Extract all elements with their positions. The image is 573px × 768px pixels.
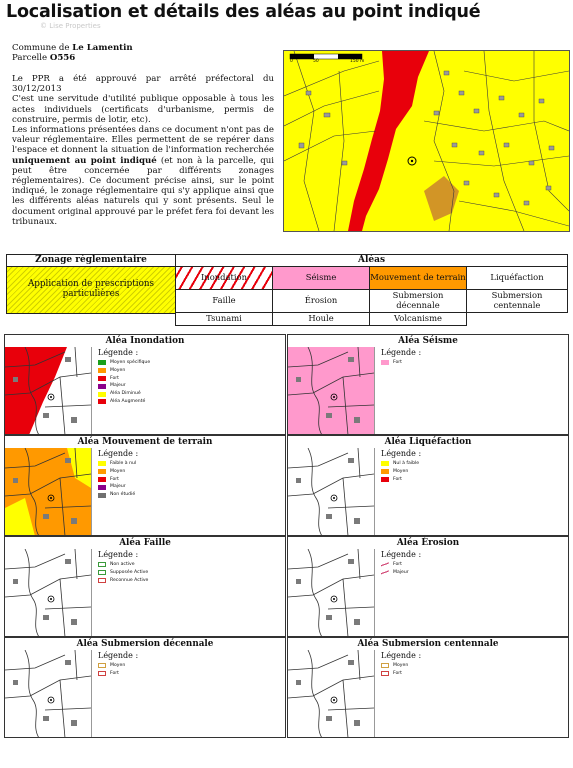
legend-heading: Légende : (381, 348, 422, 357)
scale-mid: 50 (313, 59, 319, 64)
panel-map-seisme[interactable] (288, 347, 375, 435)
commune-line (12, 43, 133, 53)
legend-label: Majeur (110, 383, 126, 389)
parcelle-label: Parcelle (12, 53, 48, 63)
legend-swatch (98, 493, 106, 498)
legend-item (381, 468, 421, 476)
legend (381, 348, 421, 367)
legend-label: Majeur (110, 484, 126, 490)
legend-item (98, 569, 148, 577)
watermark: © Lise Properties (40, 22, 101, 30)
legend (381, 550, 421, 577)
legend-label: Faible à nul (110, 461, 137, 466)
legend-item (381, 460, 421, 468)
alea-erosion: Érosion (272, 289, 370, 313)
legend (98, 550, 148, 584)
parcelle-line (12, 53, 75, 63)
legend-label: Fort (393, 670, 402, 676)
legend-swatch (381, 477, 389, 482)
alea-liquefaction: Liquéfaction (466, 266, 568, 290)
legend-swatch (98, 663, 106, 668)
legend-label: Moyen (110, 663, 126, 668)
legend-swatch (98, 485, 106, 490)
legend-item (381, 359, 421, 367)
legend (98, 449, 138, 499)
legend-item (381, 561, 421, 569)
legend (381, 651, 421, 678)
legend-swatch (98, 368, 106, 373)
legend-swatch (98, 570, 106, 575)
legend-item (98, 577, 148, 585)
panel-seisme (287, 334, 569, 435)
legend-label: Moyen (393, 468, 409, 474)
panel-title: Aléa Séisme (398, 336, 458, 346)
legend-swatch (381, 562, 389, 567)
legend-label: Nul à faible (393, 461, 420, 466)
alea-houle: Houle (272, 312, 370, 326)
legend-item (98, 662, 138, 670)
panel-title: Aléa Submersion décennale (76, 639, 214, 649)
alea-seisme: Séisme (272, 266, 370, 290)
alea-submersion-centennale: Submersion centennale (466, 289, 568, 313)
panel-title: Aléa Mouvement de terrain (77, 437, 213, 447)
parcelle-value: O556 (49, 53, 76, 63)
panel-liquefaction (287, 435, 569, 536)
legend-item (98, 561, 148, 569)
legend-swatch (381, 360, 389, 365)
legend-swatch (98, 360, 106, 365)
legend-swatch (98, 477, 106, 482)
alea-faille: Faille (175, 289, 273, 313)
panel-mouvement-terrain (4, 435, 286, 536)
legend-item (381, 662, 421, 670)
panel-map-inondation[interactable] (5, 347, 92, 435)
legend (98, 651, 138, 678)
legend-swatch (381, 461, 389, 466)
zonage-value: Application de prescriptions particulières (6, 266, 176, 314)
panel-title: Aléa Liquéfaction (384, 437, 472, 447)
commune-value: Le Lamentin (72, 43, 133, 53)
panel-title: Aléa Érosion (396, 538, 460, 548)
legend-label: Reconnue Active (110, 577, 149, 583)
legend-item (98, 398, 150, 406)
panel-submersion-decennale (4, 637, 286, 738)
legend-label: Majeur (393, 569, 409, 575)
legend-item (98, 359, 150, 367)
legend-label: Moyen (393, 663, 409, 668)
legend-swatch (98, 384, 106, 389)
hazard-panels (4, 334, 569, 740)
legend-label: Moyen (110, 468, 126, 474)
alea-inondation: Inondation (175, 266, 273, 290)
panel-title: Aléa Submersion centennale (357, 639, 499, 649)
legend-item (98, 483, 138, 491)
legend-item (98, 468, 138, 476)
alea-volcanisme: Volcanisme (369, 312, 467, 326)
panel-map-liquefaction[interactable] (288, 448, 375, 536)
legend-label: Fort (110, 375, 119, 381)
legend-item (381, 569, 421, 577)
legend-label: Moyen spécifique (110, 360, 151, 365)
legend-swatch (381, 469, 389, 474)
panel-title: Aléa Inondation (105, 336, 185, 346)
legend-swatch (98, 392, 106, 397)
panel-map-submersion-centennale[interactable] (288, 650, 375, 738)
intro-emphasis: uniquement au point indiqué (12, 155, 157, 166)
legend-label: Fort (393, 360, 402, 365)
panel-faille (4, 536, 286, 637)
summary-table (6, 254, 568, 326)
panel-inondation (4, 334, 286, 435)
panel-map-erosion[interactable] (288, 549, 375, 637)
legend-label: Non étudié (110, 492, 136, 498)
legend-label: Aléa Diminué (110, 391, 141, 397)
legend-label: Fort (393, 562, 402, 567)
legend-item (98, 367, 150, 375)
legend-item (98, 670, 138, 678)
page-title: Localisation et détails des aléas au point indiqué (6, 2, 481, 22)
panel-map-faille[interactable] (5, 549, 92, 637)
intro-p3: Les informations présentées dans ce document n'ont pas de valeur réglementaire. Elles permettent de se repérer dans l'espace et donnent la situation de l'information recherchée uniquement au point indiqué (et non à la parcelle, qui peut être concernée par différents zonages réglementaires). Ce document précise ainsi, sur le point indiqué, le zonage réglementaire qui s'y applique ainsi que les différents aléas naturels qui y sont présents. Seul le document original approuvé par le préfet fera foi devant les tribunaux. (12, 125, 274, 227)
intro-text (12, 74, 274, 227)
legend-item (381, 670, 421, 678)
legend-label: Fort (110, 476, 119, 482)
legend-swatch (98, 562, 106, 567)
location-map[interactable] (283, 50, 570, 232)
legend-heading: Légende : (98, 348, 139, 357)
legend-heading: Légende : (98, 449, 139, 458)
legend-item (98, 460, 138, 468)
legend-swatch (98, 399, 106, 404)
panel-map-mouvement-terrain[interactable] (5, 448, 92, 536)
legend-item (381, 476, 421, 484)
legend-swatch (381, 570, 389, 575)
legend-item (98, 390, 150, 398)
legend-heading: Légende : (98, 550, 139, 559)
scale-end: 150 m (350, 59, 365, 64)
legend-swatch (381, 663, 389, 668)
legend-heading: Légende : (381, 550, 422, 559)
location-map-image (284, 51, 569, 231)
legend-heading: Légende : (381, 651, 422, 660)
legend-swatch (381, 671, 389, 676)
zonage-header: Zonage règlementaire (6, 254, 176, 267)
intro-p1: Le PPR a été approuvé par arrêté préfectoral du 30/12/2013 (12, 74, 274, 95)
panel-map-submersion-decennale[interactable] (5, 650, 92, 738)
alea-tsunami: Tsunami (175, 312, 273, 326)
legend-item (98, 491, 138, 499)
aleas-header: Aléas (175, 254, 568, 267)
panel-title: Aléa Faille (119, 538, 171, 548)
panel-submersion-centennale (287, 637, 569, 738)
alea-mouvement-terrain: Mouvement de terrain (369, 266, 467, 290)
legend-label: Aléa Augmenté (110, 398, 146, 404)
legend-item (98, 382, 150, 390)
legend-label: Moyen (110, 367, 126, 373)
intro-p2: C'est une servitude d'utilité publique opposable à tous les actes individuels (certificats d'urbanisme, permis de construire, permis de lotir, etc). (12, 94, 274, 125)
legend-swatch (98, 671, 106, 676)
legend-label: Fort (110, 670, 119, 676)
legend-swatch (98, 578, 106, 583)
legend-label: Non active (110, 562, 135, 567)
legend-item (98, 476, 138, 484)
legend-item (98, 375, 150, 383)
alea-submersion-decennale: Submersion décennale (369, 289, 467, 313)
scale-zero: 0 (290, 59, 293, 64)
legend-swatch (98, 376, 106, 381)
legend-label: Fort (393, 476, 402, 482)
commune-label: Commune de (12, 43, 70, 53)
legend (381, 449, 421, 483)
legend-label: Supposée Active (110, 569, 149, 575)
legend-swatch (98, 469, 106, 474)
legend-swatch (98, 461, 106, 466)
legend (98, 348, 150, 406)
legend-heading: Légende : (381, 449, 422, 458)
panel-erosion (287, 536, 569, 637)
legend-heading: Légende : (98, 651, 139, 660)
